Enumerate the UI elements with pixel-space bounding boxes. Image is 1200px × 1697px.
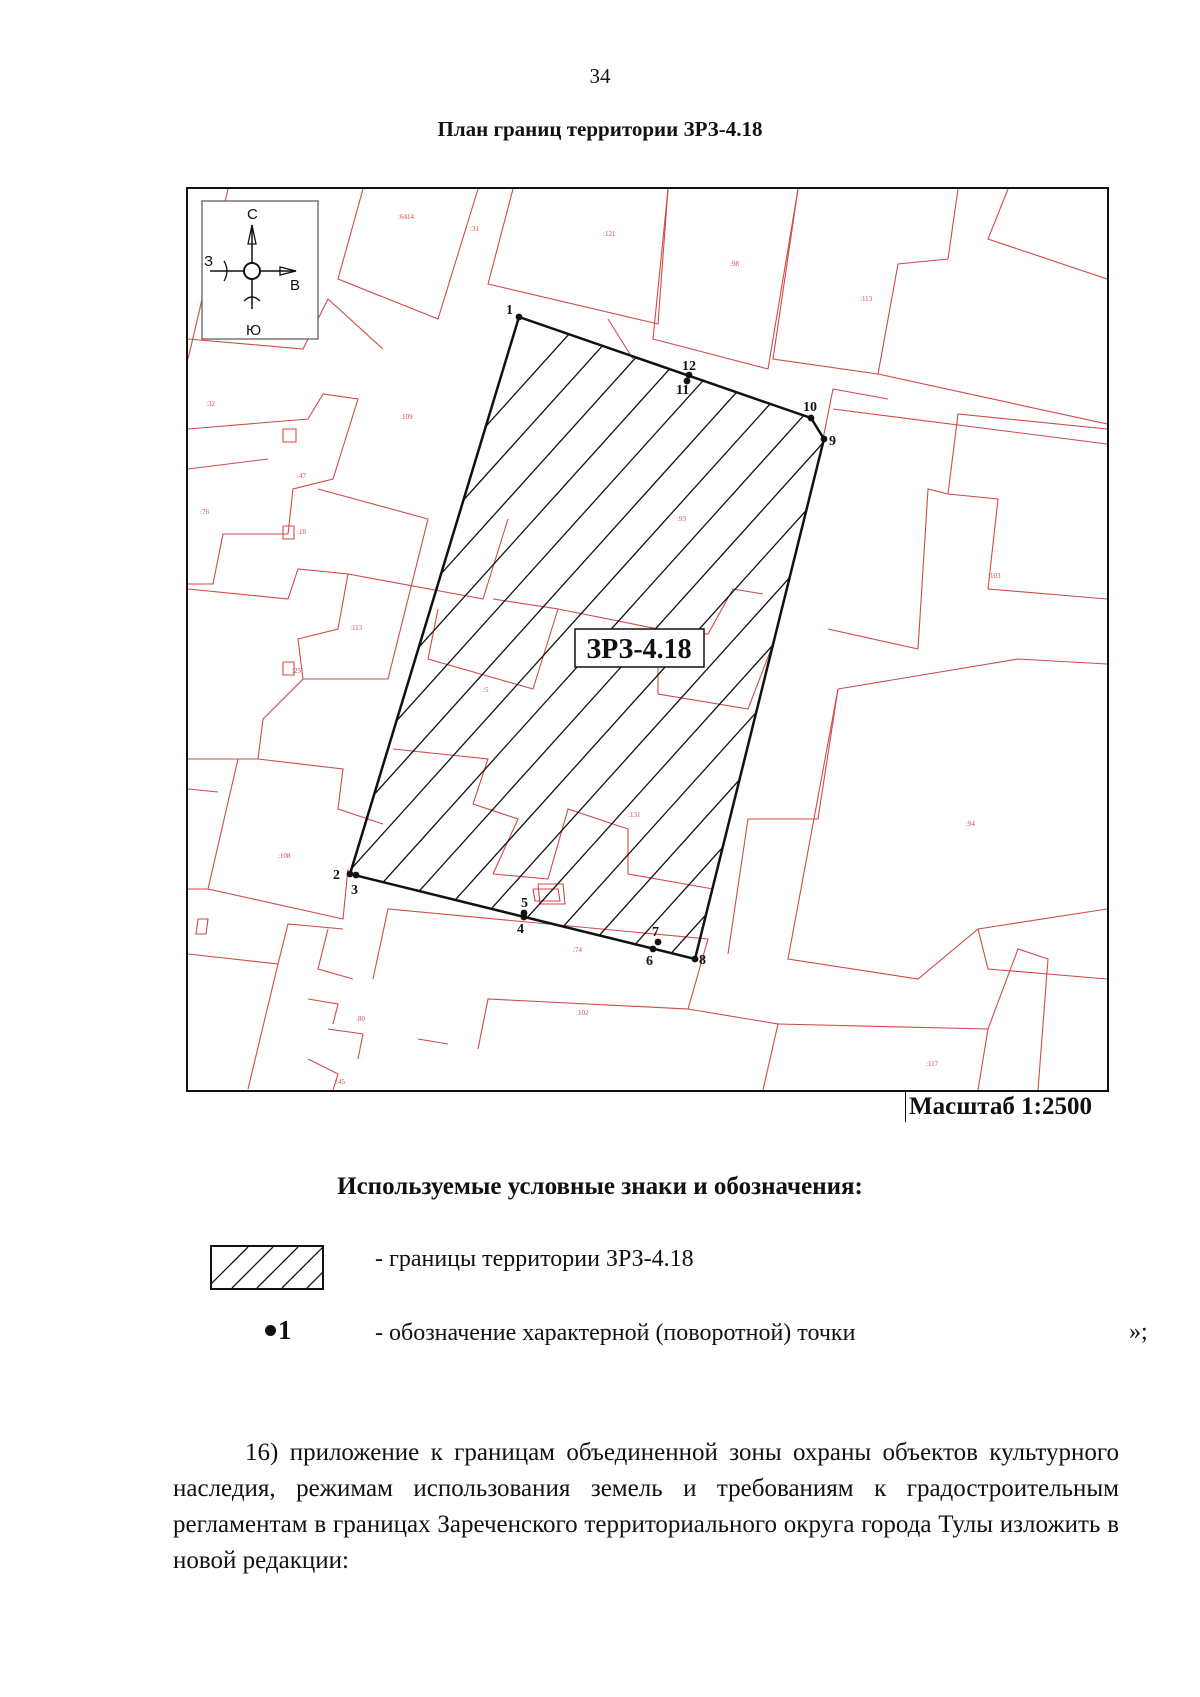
zone-hatching: [188, 313, 1107, 1090]
parcel-number: :18: [297, 528, 306, 536]
boundary-point: [347, 871, 354, 878]
point-label-3: 3: [351, 883, 358, 898]
parcel-number: :131: [628, 811, 641, 819]
legend-point-number: 1: [278, 1315, 292, 1345]
boundary-map: [186, 187, 1109, 1092]
parcel-number: :109: [400, 413, 413, 421]
parcel-number: :108: [278, 852, 291, 860]
point-label-1: 1: [506, 303, 513, 318]
compass-rose-icon: [202, 201, 318, 339]
compass-north-label: С: [247, 206, 258, 223]
point-label-5: 5: [521, 896, 528, 911]
parcel-number: :31: [470, 225, 479, 233]
boundary-point: [808, 415, 815, 422]
point-label-2: 2: [333, 868, 340, 883]
plan-title: План границ территории ЗРЗ-4.18: [437, 117, 763, 141]
parcel-number: :102: [576, 1009, 589, 1017]
point-label-10: 10: [803, 400, 817, 415]
boundary-point: [692, 956, 699, 963]
point-label-6: 6: [646, 954, 653, 969]
parcel-number: :117: [926, 1060, 939, 1068]
point-label-9: 9: [829, 434, 836, 449]
parcel-number: :80: [356, 1015, 365, 1023]
point-dot-icon: [265, 1325, 276, 1336]
boundary-point: [821, 436, 828, 443]
scale-label: Масштаб 1:2500: [905, 1092, 1092, 1122]
legend-point-symbol: [265, 1315, 292, 1346]
closing-quote: »;: [1129, 1319, 1148, 1345]
parcel-number: :74: [573, 946, 582, 954]
body-paragraph: 16) приложение к границам объединенной зоны охраны объектов культурного наследия, режимам использования земель и требованиям к градостроительным регламентам в границах Зареченского территориального округа города Тулы изложить в новой редакции:: [173, 1439, 1119, 1574]
point-label-11: 11: [676, 383, 690, 398]
page-number: 34: [589, 64, 611, 88]
boundary-point: [353, 872, 360, 879]
boundary-point: [516, 314, 523, 321]
parcel-number: :5: [483, 686, 489, 694]
point-label-12: 12: [682, 359, 696, 374]
parcel-number: :98: [730, 260, 739, 268]
parcel-number: :121: [603, 230, 616, 238]
boundary-point: [650, 946, 657, 953]
legend-hatch-swatch: [210, 1245, 324, 1290]
point-label-4: 4: [517, 922, 524, 937]
point-label-8: 8: [699, 953, 706, 968]
compass-south-label: Ю: [246, 322, 262, 339]
parcel-number: :76: [200, 508, 209, 516]
point-label-7: 7: [652, 925, 659, 940]
zone-label: ЗРЗ-4.18: [586, 634, 692, 665]
parcel-number: :93: [677, 515, 686, 523]
legend-item-point-text: - обозначение характерной (поворотной) точки: [375, 1320, 856, 1346]
parcel-number: :113: [350, 624, 363, 632]
parcel-number: :103: [988, 572, 1001, 580]
legend-title: Используемые условные знаки и обозначения:: [337, 1173, 863, 1200]
parcel-number: :45: [336, 1078, 345, 1086]
parcel-number: :94: [966, 820, 975, 828]
parcel-number: :32: [206, 400, 215, 408]
legend-item-boundary-text: - границы территории ЗРЗ-4.18: [375, 1246, 694, 1272]
compass-west-label: З: [204, 253, 214, 270]
parcel-number: :25: [292, 667, 301, 675]
parcel-number: :47: [297, 472, 306, 480]
parcel-number: :6414: [398, 213, 414, 221]
parcel-number: :113: [860, 295, 873, 303]
compass-east-label: В: [290, 277, 301, 294]
